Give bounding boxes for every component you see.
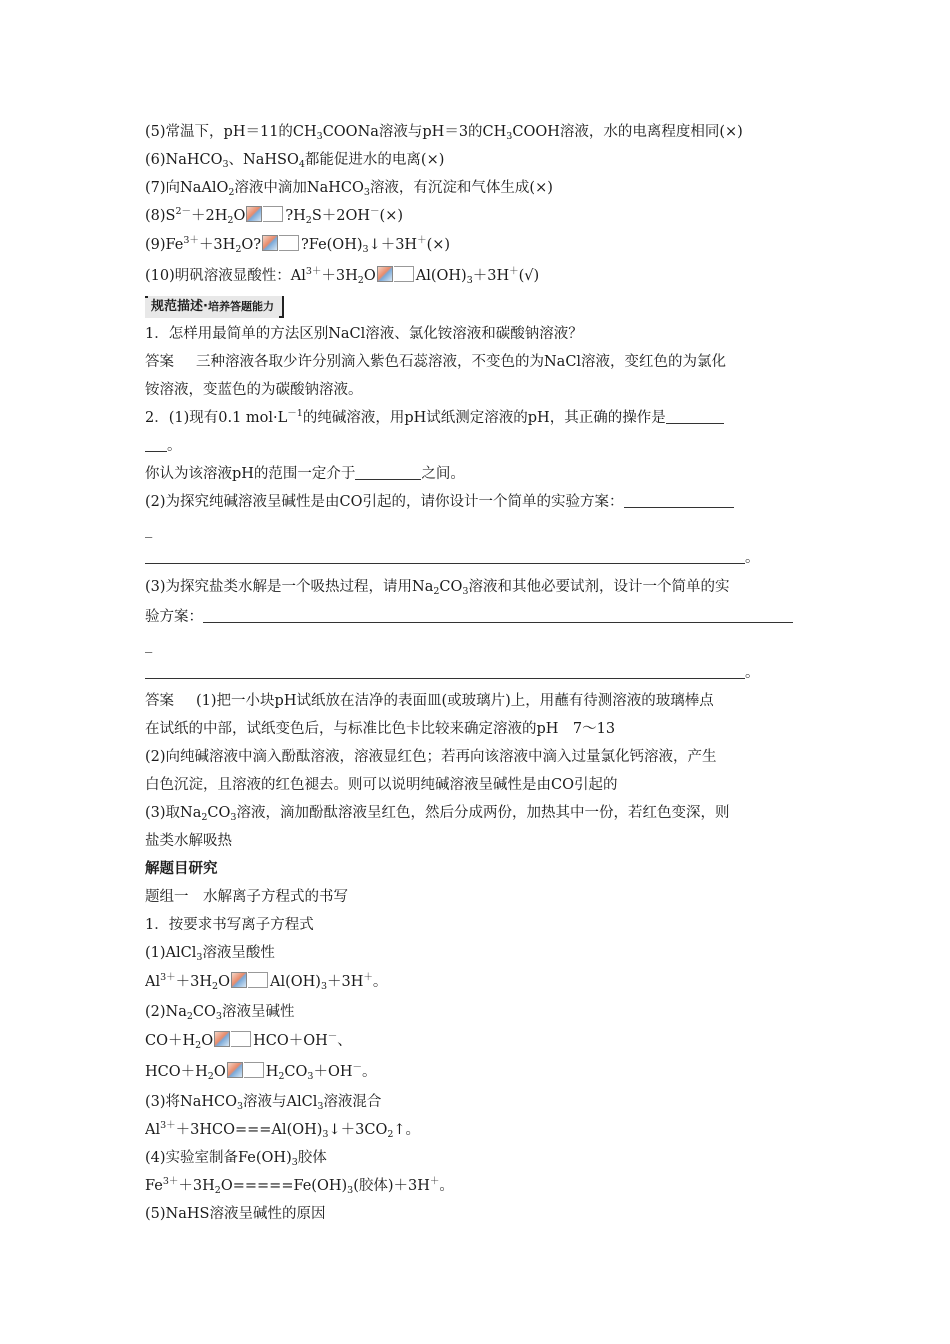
answer-blank[interactable] [145, 547, 745, 564]
section-header [145, 292, 807, 320]
question-2-part-1: 2．(1)现有0.1 $mol\cdot L^{-1}$的纯碱溶液，用pH试纸测定溶液的pH，其正确的操作是 [145, 404, 807, 432]
answer-blank[interactable] [355, 463, 421, 480]
dash-line: _ [145, 637, 153, 653]
question-2-part-1-cont: 。 [145, 432, 807, 460]
answer-blank[interactable] [145, 435, 167, 452]
answer-2-line-2: 在试纸的中部，试纸变色后，与标准比色卡比较来确定溶液的pH 7～13 [145, 721, 616, 737]
judgment-item-9: $(9)Fe^{3+}+3H_2O$? $?Fe(OH)_3↓+3H^+(\times)$ [145, 235, 451, 255]
study-item-1: (1)AlCl$_3$溶液呈酸性 [145, 945, 275, 963]
judgment-item-8: $(8)S^{2-}+2H_2O$ $?H_2S+2OH^-(\times)$ [145, 206, 403, 226]
study-item-2: $(2)Na_2CO_3$溶液呈碱性 [145, 1004, 295, 1022]
answer-2-line-3: (2)向纯碱溶液中滴入酚酞溶液，溶液显红色；若再向该溶液中滴入过量氯化钙溶液，产生 [145, 749, 717, 765]
judgment-item-7: (7)向NaAlO$_2$溶液中滴加NaHCO$_3$溶液，有沉淀和气体生成(×) [145, 180, 553, 198]
equation-3: $HCO+H_2O$ $H_2CO_3+OH^-$。 [145, 1062, 377, 1082]
reversible-arrow-icon [377, 266, 415, 283]
answer-line: 。 [145, 659, 807, 687]
dash-line: _ [145, 522, 153, 538]
study-group: 题组一 水解离子方程式的书写 [145, 889, 348, 905]
study-item-4: (4)实验室制备$Fe(OH)_3$胶体 [145, 1150, 327, 1168]
judgment-item-6: (6)NaHCO$_3$、NaHSO$_4$都能促进水的电离(×) [145, 152, 445, 170]
question-1: 1．怎样用最简单的方法区别NaCl溶液、氯化铵溶液和碳酸钠溶液？ [145, 326, 583, 342]
answer-blank[interactable] [203, 606, 793, 623]
document-page [145, 118, 807, 1228]
answer-2-line-6: 盐类水解吸热 [145, 833, 232, 849]
study-question: 1．按要求书写离子方程式 [145, 917, 314, 933]
question-2-part-2: (2)为探究纯碱溶液呈碱性是由CO引起的，请你设计一个简单的实验方案： [145, 488, 807, 516]
answer-1-line-1: 答案 三种溶液各取少许分别滴入紫色石蕊溶液，不变色的为NaCl溶液，变红色的为氯化 [145, 354, 727, 370]
reversible-arrow-icon [231, 972, 269, 989]
answer-blank[interactable] [624, 491, 734, 508]
judgment-item-10: (10)明矾溶液显酸性：$Al^{3+}+3H_2O$ $Al(OH)_3+3H^+(√)$ [145, 266, 540, 286]
equation-1: $Al^{3+}+3H_2O$ $Al(OH)_3+3H^+$。 [145, 972, 388, 992]
study-item-3: (3)将NaHCO$_3$溶液与AlCl$_3$溶液混合 [145, 1094, 382, 1112]
question-2-part-3: (3)为探究盐类水解是一个吸热过程，请用$Na_2CO_3$溶液和其他必要试剂，设计一个简单的实 [145, 579, 730, 597]
answer-2-line-1: 答案 (1)把一小块pH试纸放在洁净的表面皿(或玻璃片)上，用蘸有待测溶液的玻璃棒点 [145, 693, 714, 709]
judgment-item-5: (5)常温下，pH＝11的$CH_3COONa$溶液与pH＝3的$CH_3COOH$溶液，水的电离程度相同(×) [145, 124, 743, 142]
equation-2: $CO+H_2O$ HCO＋OH－、 [145, 1031, 352, 1051]
answer-1-line-2: 铵溶液，变蓝色的为碳酸钠溶液。 [145, 382, 363, 398]
answer-blank[interactable] [145, 662, 745, 679]
reversible-arrow-icon [227, 1062, 265, 1079]
answer-2-line-4: 白色沉淀，且溶液的红色褪去。则可以说明纯碱溶液呈碱性是由CO引起的 [145, 777, 618, 793]
section-header-bar: 规范描述·培养答题能力 [145, 296, 282, 318]
equation-4: $Al^{3+}+3HCO===Al(OH)_3↓+3CO_2↑$。 [145, 1120, 421, 1140]
equation-5: $Fe^{3+}+3H_2O=====Fe(OH)_3$(胶体)＋3H＋。 [145, 1176, 454, 1196]
question-2-part-3-cont: 验方案： [145, 603, 807, 631]
study-item-5: (5)NaHS溶液呈碱性的原因 [145, 1206, 326, 1222]
answer-blank[interactable] [666, 407, 724, 424]
answer-line: 。 [145, 544, 807, 572]
reversible-arrow-icon [262, 235, 300, 252]
reversible-arrow-icon [214, 1031, 252, 1048]
reversible-arrow-icon [246, 206, 284, 223]
question-2-range: 你认为该溶液pH的范围一定介于 之间。 [145, 460, 807, 488]
study-title: 解题目研究 [145, 861, 218, 877]
answer-2-line-5: (3)取$Na_2CO_3$溶液，滴加酚酞溶液呈红色，然后分成两份，加热其中一份，若红色变深，则 [145, 805, 730, 823]
